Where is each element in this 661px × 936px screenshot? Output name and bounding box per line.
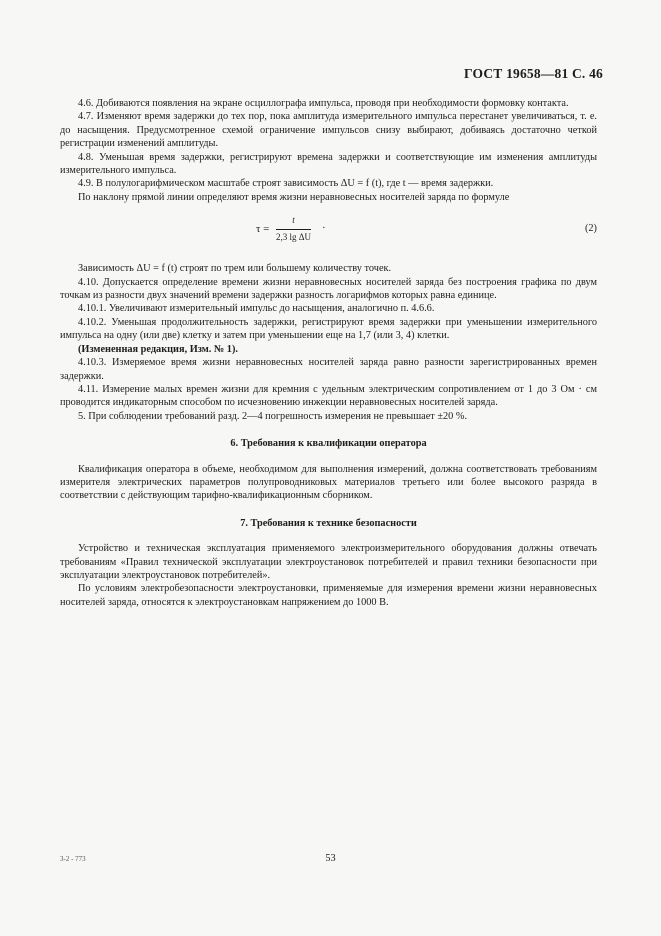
paragraph-4-9: 4.9. В полулогарифмическом масштабе строят зависимость ΔU = f (t), где t — время задержки. xyxy=(78,178,494,190)
paragraph-4-10-2: 4.10.2. Уменьшая продолжительность задержки, регистрируют время задержки при уменьшении измерительного импульса на одну (или две) клетку и затем при уменьшении еще на 1,7 (или 3, 4) клетки. xyxy=(60,316,597,342)
footer-print-code: 3-2 - 773 xyxy=(60,855,86,863)
paragraph-4-8: 4.8. Уменьшая время задержки, регистрируют времена задержки и соответствующие им изменения амплитуды измерительного импульса. xyxy=(60,151,597,177)
edition-note: (Измененная редакция, Изм. № 1). xyxy=(78,343,238,355)
formula-dot: · xyxy=(322,222,326,235)
paragraph-4-6: 4.6. Добиваются появления на экране осциллографа импульса, проводя при необходимости формовку контакта. xyxy=(78,98,569,109)
formula-numerator: t xyxy=(276,214,311,229)
section-7-paragraph-2: По условиям электробезопасности электроустановки, применяемые для измерения времени жизни неравновесных носителей заряда, относятся к электроустановкам напряжением до 1000 В. xyxy=(60,583,597,608)
paragraph-4-11: 4.11. Измерение малых времен жизни для кремния с удельным электрическим сопротивлением от 1 до 3 Ом · см проводится индикаторным способом по исчезновению инжекции неравновесных носителей заряда. xyxy=(60,383,597,409)
formula-2 xyxy=(60,212,597,250)
paragraph-4-10: 4.10. Допускается определение времени жизни неравновесных носителей заряда без построения графика по двум точкам из разности двух значений времени задержки разность логарифмов которых равна единице. xyxy=(60,276,597,302)
paragraph-dependency: Зависимость ΔU = f (t) строят по трем или большему количеству точек. xyxy=(78,263,392,275)
paragraph-4-10-1: 4.10.1. Увеличивают измерительный импульс до насыщения, аналогично п. 4.6.6. xyxy=(78,303,435,315)
formula-lhs: τ = xyxy=(256,223,270,236)
page-number: 53 xyxy=(325,853,336,864)
section-6-title: 6. Требования к квалификации оператора xyxy=(230,438,427,450)
paragraph-formula-intro: По наклону прямой линии определяют время жизни неравновесных носителей заряда по формуле xyxy=(78,191,510,203)
section-7-title: 7. Требования к технике безопасности xyxy=(240,517,417,529)
section-6-text: Квалификация оператора в объеме, необходимом для выполнения измерений, должна соответствовать требованиям измерителя электрических параметров полупроводниковых материалов третьего или более высокого разряда в соответствии с действующим тарифно-квалификационным сборником. xyxy=(60,463,597,502)
paragraph-5: 5. При соблюдении требований разд. 2—4 погрешность измерения не превышает ±20 %. xyxy=(78,410,468,422)
paragraph-4-7: 4.7. Изменяют время задержки до тех пор, пока амплитуда измерительного импульса перестанет увеличиваться, т. е. до насыщения. Предусмотренное схемой ограничение импульсов снизу выбирают, добиваясь достаточно четкой регистрации изменений амплитуды. xyxy=(60,111,597,150)
formula-fraction xyxy=(276,214,311,244)
section-7-paragraph-1: Устройство и техническая эксплуатация применяемого электроизмерительного оборудования должны отвечать требованиям «Правил технической эксплуатации электроустановок потребителей и правил техники безопасности при эксплуатации электроустановок потребителей». xyxy=(60,543,597,581)
formula-number: (2) xyxy=(584,223,597,235)
page-header: ГОСТ 19658—81 С. 46 xyxy=(464,66,603,81)
document-body xyxy=(60,97,597,609)
formula-denominator: 2,3 lg ΔU xyxy=(276,231,312,242)
paragraph-4-10-3: 4.10.3. Измеряемое время жизни неравновесных носителей заряда равно разности зарегистрированных времен задержки. xyxy=(60,357,597,382)
